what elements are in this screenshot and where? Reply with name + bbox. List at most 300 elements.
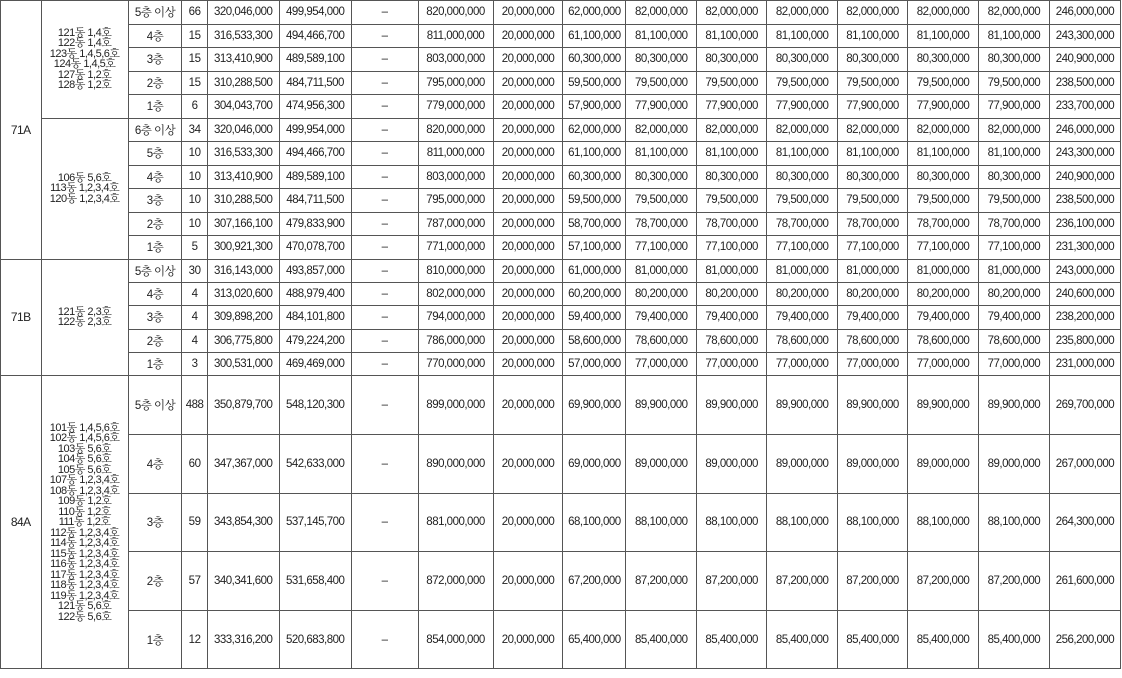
contract-balance-cell: 60,200,000 — [563, 282, 626, 305]
table-row — [1, 48, 1121, 72]
land-price-cell: 309,898,200 — [207, 306, 279, 329]
interim-payment-5-cell: 82,000,000 — [908, 1, 979, 25]
balance-cell: 246,000,000 — [1049, 118, 1120, 142]
interim-payment-6-cell: 87,200,000 — [978, 552, 1049, 611]
interim-payment-3-cell: 81,000,000 — [767, 259, 838, 282]
contract-balance-cell: 59,500,000 — [563, 189, 626, 213]
table-row — [1, 353, 1121, 376]
table-row — [1, 329, 1121, 352]
interim-payment-5-cell: 81,100,000 — [908, 24, 979, 48]
supply-price-cell: 811,000,000 — [418, 24, 493, 48]
interim-payment-6-cell: 82,000,000 — [978, 1, 1049, 25]
land-price-cell: 350,879,700 — [207, 376, 279, 435]
contract-deposit-cell: 20,000,000 — [493, 48, 563, 72]
contract-balance-cell: 67,200,000 — [563, 552, 626, 611]
contract-deposit-cell: 20,000,000 — [493, 493, 563, 552]
building-price-cell: 489,589,100 — [279, 165, 351, 189]
floor-cell: 4층 — [128, 165, 182, 189]
unit-count-cell: 10 — [182, 165, 207, 189]
table-row — [1, 71, 1121, 95]
unit-list-cell: 121동 1,4호 122동 1,4호 123동 1,4,5,6호 124동 1,4,5호 127동 1,2호 128동 1,2호 — [41, 1, 128, 119]
table-row — [1, 259, 1121, 282]
interim-payment-1-cell: 82,000,000 — [626, 1, 697, 25]
interim-payment-4-cell: 79,500,000 — [838, 71, 908, 95]
floor-cell: 5층 — [128, 142, 182, 166]
contract-balance-cell: 62,000,000 — [563, 1, 626, 25]
interim-payment-6-cell: 77,000,000 — [978, 353, 1049, 376]
interim-payment-2-cell: 80,300,000 — [697, 48, 767, 72]
supply-price-cell: 803,000,000 — [418, 48, 493, 72]
building-price-cell: 542,633,000 — [279, 435, 351, 494]
interim-payment-2-cell: 78,700,000 — [697, 212, 767, 236]
floor-cell: 4층 — [128, 24, 182, 48]
building-price-cell: 488,979,400 — [279, 282, 351, 305]
building-price-cell: 479,224,200 — [279, 329, 351, 352]
interim-payment-3-cell: 85,400,000 — [767, 610, 838, 669]
land-price-cell: 313,410,900 — [207, 48, 279, 72]
interim-payment-1-cell: 82,000,000 — [626, 118, 697, 142]
contract-balance-cell: 61,000,000 — [563, 259, 626, 282]
interim-payment-3-cell: 82,000,000 — [767, 118, 838, 142]
interim-payment-5-cell: 81,100,000 — [908, 142, 979, 166]
unit-count-cell: 10 — [182, 142, 207, 166]
interim-payment-3-cell: 79,400,000 — [767, 306, 838, 329]
interim-payment-4-cell: 82,000,000 — [838, 1, 908, 25]
interim-payment-1-cell: 79,500,000 — [626, 189, 697, 213]
interim-payment-3-cell: 88,100,000 — [767, 493, 838, 552]
land-price-cell: 313,020,600 — [207, 282, 279, 305]
extension-cell: – — [351, 212, 418, 236]
land-price-cell: 310,288,500 — [207, 71, 279, 95]
unit-list-cell: 121동 2,3호 122동 2,3호 — [41, 259, 128, 376]
building-price-cell: 479,833,900 — [279, 212, 351, 236]
interim-payment-1-cell: 81,100,000 — [626, 24, 697, 48]
land-price-cell: 333,316,200 — [207, 610, 279, 669]
interim-payment-1-cell: 78,700,000 — [626, 212, 697, 236]
unit-count-cell: 60 — [182, 435, 207, 494]
contract-balance-cell: 60,300,000 — [563, 48, 626, 72]
building-price-cell: 489,589,100 — [279, 48, 351, 72]
interim-payment-6-cell: 81,100,000 — [978, 142, 1049, 166]
supply-price-cell: 802,000,000 — [418, 282, 493, 305]
unit-count-cell: 15 — [182, 48, 207, 72]
interim-payment-3-cell: 87,200,000 — [767, 552, 838, 611]
interim-payment-6-cell: 82,000,000 — [978, 118, 1049, 142]
unit-count-cell: 12 — [182, 610, 207, 669]
interim-payment-6-cell: 88,100,000 — [978, 493, 1049, 552]
supply-price-cell: 810,000,000 — [418, 259, 493, 282]
interim-payment-2-cell: 77,900,000 — [697, 95, 767, 119]
balance-cell: 235,800,000 — [1049, 329, 1120, 352]
interim-payment-2-cell: 79,400,000 — [697, 306, 767, 329]
extension-cell: – — [351, 282, 418, 305]
interim-payment-4-cell: 82,000,000 — [838, 118, 908, 142]
interim-payment-1-cell: 77,100,000 — [626, 236, 697, 260]
interim-payment-1-cell: 77,000,000 — [626, 353, 697, 376]
balance-cell: 246,000,000 — [1049, 1, 1120, 25]
interim-payment-4-cell: 78,600,000 — [838, 329, 908, 352]
interim-payment-1-cell: 88,100,000 — [626, 493, 697, 552]
interim-payment-5-cell: 79,400,000 — [908, 306, 979, 329]
interim-payment-2-cell: 89,900,000 — [697, 376, 767, 435]
interim-payment-3-cell: 81,100,000 — [767, 24, 838, 48]
floor-cell: 1층 — [128, 236, 182, 260]
supply-price-cell: 795,000,000 — [418, 71, 493, 95]
unit-count-cell: 57 — [182, 552, 207, 611]
balance-cell: 233,700,000 — [1049, 95, 1120, 119]
floor-cell: 4층 — [128, 282, 182, 305]
contract-balance-cell: 59,500,000 — [563, 71, 626, 95]
balance-cell: 269,700,000 — [1049, 376, 1120, 435]
supply-price-cell: 795,000,000 — [418, 189, 493, 213]
building-price-cell: 499,954,000 — [279, 118, 351, 142]
unit-list-cell: 101동 1,4,5,6호 102동 1,4,5,6호 103동 5,6호 104동 5,6호 105동 5,6호 107동 1,2,3,4호 108동 1,2,3,4호 109동 1,2호 110동 1,2호 111동 1,2호 112동 1,2,3,4호 114동 1,2,3,4호 115동 1,2,3,4호 116동 1,2,3,4호 117동 1,2,3,4호 118동 1,2,3,4호 119동 1,2,3,4호 121동 5,6호 122동 5,6호 — [41, 376, 128, 669]
land-price-cell: 316,143,000 — [207, 259, 279, 282]
contract-deposit-cell: 20,000,000 — [493, 353, 563, 376]
floor-cell: 2층 — [128, 71, 182, 95]
supply-price-cell: 899,000,000 — [418, 376, 493, 435]
unit-count-cell: 30 — [182, 259, 207, 282]
contract-deposit-cell: 20,000,000 — [493, 24, 563, 48]
extension-cell: – — [351, 376, 418, 435]
contract-deposit-cell: 20,000,000 — [493, 552, 563, 611]
unit-list-cell: 106동 5,6호 113동 1,2,3,4호 120동 1,2,3,4호 — [41, 118, 128, 259]
interim-payment-4-cell: 77,000,000 — [838, 353, 908, 376]
housing-type-cell: 84A — [1, 376, 42, 669]
interim-payment-6-cell: 85,400,000 — [978, 610, 1049, 669]
floor-cell: 5층 이상 — [128, 1, 182, 25]
supply-price-cell: 771,000,000 — [418, 236, 493, 260]
floor-cell: 6층 이상 — [128, 118, 182, 142]
balance-cell: 243,000,000 — [1049, 259, 1120, 282]
interim-payment-5-cell: 77,100,000 — [908, 236, 979, 260]
extension-cell: – — [351, 236, 418, 260]
unit-count-cell: 34 — [182, 118, 207, 142]
contract-deposit-cell: 20,000,000 — [493, 165, 563, 189]
supply-price-cell: 881,000,000 — [418, 493, 493, 552]
interim-payment-5-cell: 87,200,000 — [908, 552, 979, 611]
contract-deposit-cell: 20,000,000 — [493, 259, 563, 282]
unit-count-cell: 4 — [182, 329, 207, 352]
extension-cell: – — [351, 353, 418, 376]
interim-payment-3-cell: 80,300,000 — [767, 165, 838, 189]
supply-price-cell: 872,000,000 — [418, 552, 493, 611]
contract-balance-cell: 69,900,000 — [563, 376, 626, 435]
interim-payment-2-cell: 88,100,000 — [697, 493, 767, 552]
interim-payment-1-cell: 89,900,000 — [626, 376, 697, 435]
extension-cell: – — [351, 48, 418, 72]
table-row — [1, 282, 1121, 305]
interim-payment-4-cell: 81,100,000 — [838, 142, 908, 166]
balance-cell: 236,100,000 — [1049, 212, 1120, 236]
supply-price-cell: 890,000,000 — [418, 435, 493, 494]
table-row — [1, 306, 1121, 329]
contract-balance-cell: 68,100,000 — [563, 493, 626, 552]
supply-price-cell: 820,000,000 — [418, 1, 493, 25]
land-price-cell: 306,775,800 — [207, 329, 279, 352]
supply-price-cell: 770,000,000 — [418, 353, 493, 376]
supply-price-cell: 811,000,000 — [418, 142, 493, 166]
contract-deposit-cell: 20,000,000 — [493, 376, 563, 435]
interim-payment-3-cell: 78,700,000 — [767, 212, 838, 236]
interim-payment-2-cell: 81,000,000 — [697, 259, 767, 282]
extension-cell: – — [351, 552, 418, 611]
contract-balance-cell: 60,300,000 — [563, 165, 626, 189]
interim-payment-3-cell: 79,500,000 — [767, 71, 838, 95]
interim-payment-5-cell: 85,400,000 — [908, 610, 979, 669]
extension-cell: – — [351, 329, 418, 352]
building-price-cell: 494,466,700 — [279, 142, 351, 166]
interim-payment-5-cell: 89,900,000 — [908, 376, 979, 435]
unit-count-cell: 3 — [182, 353, 207, 376]
interim-payment-5-cell: 88,100,000 — [908, 493, 979, 552]
interim-payment-2-cell: 78,600,000 — [697, 329, 767, 352]
contract-deposit-cell: 20,000,000 — [493, 142, 563, 166]
interim-payment-5-cell: 89,000,000 — [908, 435, 979, 494]
interim-payment-3-cell: 82,000,000 — [767, 1, 838, 25]
extension-cell: – — [351, 71, 418, 95]
interim-payment-2-cell: 77,100,000 — [697, 236, 767, 260]
balance-cell: 238,500,000 — [1049, 189, 1120, 213]
interim-payment-6-cell: 78,600,000 — [978, 329, 1049, 352]
supply-price-cell: 779,000,000 — [418, 95, 493, 119]
interim-payment-4-cell: 81,000,000 — [838, 259, 908, 282]
interim-payment-2-cell: 79,500,000 — [697, 71, 767, 95]
building-price-cell: 494,466,700 — [279, 24, 351, 48]
land-price-cell: 316,533,300 — [207, 24, 279, 48]
interim-payment-1-cell: 79,500,000 — [626, 71, 697, 95]
contract-deposit-cell: 20,000,000 — [493, 435, 563, 494]
extension-cell: – — [351, 95, 418, 119]
interim-payment-6-cell: 77,900,000 — [978, 95, 1049, 119]
table-row — [1, 610, 1121, 669]
interim-payment-6-cell: 77,100,000 — [978, 236, 1049, 260]
contract-deposit-cell: 20,000,000 — [493, 282, 563, 305]
interim-payment-3-cell: 80,300,000 — [767, 48, 838, 72]
floor-cell: 2층 — [128, 329, 182, 352]
contract-deposit-cell: 20,000,000 — [493, 95, 563, 119]
contract-balance-cell: 62,000,000 — [563, 118, 626, 142]
balance-cell: 240,900,000 — [1049, 48, 1120, 72]
interim-payment-2-cell: 87,200,000 — [697, 552, 767, 611]
balance-cell: 264,300,000 — [1049, 493, 1120, 552]
interim-payment-1-cell: 77,900,000 — [626, 95, 697, 119]
unit-count-cell: 5 — [182, 236, 207, 260]
interim-payment-4-cell: 79,500,000 — [838, 189, 908, 213]
extension-cell: – — [351, 118, 418, 142]
land-price-cell: 347,367,000 — [207, 435, 279, 494]
interim-payment-6-cell: 81,100,000 — [978, 24, 1049, 48]
interim-payment-4-cell: 77,100,000 — [838, 236, 908, 260]
land-price-cell: 300,921,300 — [207, 236, 279, 260]
floor-cell: 1층 — [128, 95, 182, 119]
floor-cell: 3층 — [128, 189, 182, 213]
unit-count-cell: 59 — [182, 493, 207, 552]
contract-balance-cell: 57,000,000 — [563, 353, 626, 376]
table-row — [1, 1, 1121, 25]
contract-deposit-cell: 20,000,000 — [493, 610, 563, 669]
floor-cell: 3층 — [128, 493, 182, 552]
interim-payment-1-cell: 79,400,000 — [626, 306, 697, 329]
interim-payment-5-cell: 78,700,000 — [908, 212, 979, 236]
interim-payment-1-cell: 81,000,000 — [626, 259, 697, 282]
interim-payment-6-cell: 79,400,000 — [978, 306, 1049, 329]
extension-cell: – — [351, 259, 418, 282]
contract-balance-cell: 57,100,000 — [563, 236, 626, 260]
contract-deposit-cell: 20,000,000 — [493, 212, 563, 236]
contract-balance-cell: 61,100,000 — [563, 142, 626, 166]
land-price-cell: 320,046,000 — [207, 1, 279, 25]
extension-cell: – — [351, 610, 418, 669]
contract-balance-cell: 69,000,000 — [563, 435, 626, 494]
contract-balance-cell: 58,700,000 — [563, 212, 626, 236]
interim-payment-4-cell: 80,300,000 — [838, 48, 908, 72]
interim-payment-1-cell: 80,200,000 — [626, 282, 697, 305]
table-row — [1, 493, 1121, 552]
interim-payment-3-cell: 77,900,000 — [767, 95, 838, 119]
contract-deposit-cell: 20,000,000 — [493, 118, 563, 142]
floor-cell: 1층 — [128, 610, 182, 669]
contract-balance-cell: 61,100,000 — [563, 24, 626, 48]
interim-payment-4-cell: 85,400,000 — [838, 610, 908, 669]
building-price-cell: 484,711,500 — [279, 189, 351, 213]
interim-payment-4-cell: 80,300,000 — [838, 165, 908, 189]
building-price-cell: 548,120,300 — [279, 376, 351, 435]
balance-cell: 261,600,000 — [1049, 552, 1120, 611]
supply-price-cell: 803,000,000 — [418, 165, 493, 189]
floor-cell: 2층 — [128, 212, 182, 236]
balance-cell: 231,000,000 — [1049, 353, 1120, 376]
interim-payment-1-cell: 80,300,000 — [626, 48, 697, 72]
balance-cell: 243,300,000 — [1049, 142, 1120, 166]
balance-cell: 243,300,000 — [1049, 24, 1120, 48]
land-price-cell: 307,166,100 — [207, 212, 279, 236]
interim-payment-1-cell: 78,600,000 — [626, 329, 697, 352]
interim-payment-5-cell: 80,300,000 — [908, 48, 979, 72]
extension-cell: – — [351, 189, 418, 213]
unit-count-cell: 66 — [182, 1, 207, 25]
contract-deposit-cell: 20,000,000 — [493, 329, 563, 352]
land-price-cell: 316,533,300 — [207, 142, 279, 166]
building-price-cell: 520,683,800 — [279, 610, 351, 669]
interim-payment-1-cell: 85,400,000 — [626, 610, 697, 669]
interim-payment-1-cell: 87,200,000 — [626, 552, 697, 611]
table-row — [1, 236, 1121, 260]
table-row — [1, 95, 1121, 119]
interim-payment-2-cell: 85,400,000 — [697, 610, 767, 669]
interim-payment-6-cell: 79,500,000 — [978, 71, 1049, 95]
table-row — [1, 118, 1121, 142]
housing-type-cell: 71B — [1, 259, 42, 376]
interim-payment-1-cell: 89,000,000 — [626, 435, 697, 494]
interim-payment-5-cell: 81,000,000 — [908, 259, 979, 282]
extension-cell: – — [351, 493, 418, 552]
interim-payment-4-cell: 79,400,000 — [838, 306, 908, 329]
interim-payment-6-cell: 80,200,000 — [978, 282, 1049, 305]
floor-cell: 5층 이상 — [128, 376, 182, 435]
interim-payment-2-cell: 82,000,000 — [697, 118, 767, 142]
contract-balance-cell: 57,900,000 — [563, 95, 626, 119]
building-price-cell: 537,145,700 — [279, 493, 351, 552]
land-price-cell: 313,410,900 — [207, 165, 279, 189]
interim-payment-5-cell: 77,900,000 — [908, 95, 979, 119]
unit-count-cell: 4 — [182, 282, 207, 305]
land-price-cell: 310,288,500 — [207, 189, 279, 213]
floor-cell: 2층 — [128, 552, 182, 611]
supply-price-cell: 794,000,000 — [418, 306, 493, 329]
interim-payment-2-cell: 77,000,000 — [697, 353, 767, 376]
balance-cell: 267,000,000 — [1049, 435, 1120, 494]
contract-deposit-cell: 20,000,000 — [493, 236, 563, 260]
land-price-cell: 343,854,300 — [207, 493, 279, 552]
extension-cell: – — [351, 435, 418, 494]
interim-payment-3-cell: 79,500,000 — [767, 189, 838, 213]
extension-cell: – — [351, 165, 418, 189]
interim-payment-5-cell: 82,000,000 — [908, 118, 979, 142]
supply-price-cell: 786,000,000 — [418, 329, 493, 352]
unit-count-cell: 488 — [182, 376, 207, 435]
interim-payment-4-cell: 78,700,000 — [838, 212, 908, 236]
interim-payment-5-cell: 79,500,000 — [908, 189, 979, 213]
building-price-cell: 484,101,800 — [279, 306, 351, 329]
contract-balance-cell: 58,600,000 — [563, 329, 626, 352]
table-row — [1, 24, 1121, 48]
balance-cell: 256,200,000 — [1049, 610, 1120, 669]
building-price-cell: 493,857,000 — [279, 259, 351, 282]
interim-payment-4-cell: 77,900,000 — [838, 95, 908, 119]
unit-count-cell: 15 — [182, 24, 207, 48]
interim-payment-6-cell: 89,900,000 — [978, 376, 1049, 435]
unit-count-cell: 10 — [182, 212, 207, 236]
floor-cell: 5층 이상 — [128, 259, 182, 282]
contract-balance-cell: 59,400,000 — [563, 306, 626, 329]
interim-payment-4-cell: 89,900,000 — [838, 376, 908, 435]
interim-payment-3-cell: 77,100,000 — [767, 236, 838, 260]
interim-payment-3-cell: 80,200,000 — [767, 282, 838, 305]
balance-cell: 238,500,000 — [1049, 71, 1120, 95]
floor-cell: 3층 — [128, 48, 182, 72]
interim-payment-6-cell: 80,300,000 — [978, 165, 1049, 189]
balance-cell: 231,300,000 — [1049, 236, 1120, 260]
extension-cell: – — [351, 1, 418, 25]
interim-payment-3-cell: 81,100,000 — [767, 142, 838, 166]
interim-payment-5-cell: 77,000,000 — [908, 353, 979, 376]
interim-payment-1-cell: 80,300,000 — [626, 165, 697, 189]
balance-cell: 238,200,000 — [1049, 306, 1120, 329]
interim-payment-6-cell: 79,500,000 — [978, 189, 1049, 213]
table-row — [1, 552, 1121, 611]
interim-payment-2-cell: 82,000,000 — [697, 1, 767, 25]
interim-payment-5-cell: 80,200,000 — [908, 282, 979, 305]
unit-count-cell: 6 — [182, 95, 207, 119]
contract-deposit-cell: 20,000,000 — [493, 306, 563, 329]
housing-type-cell: 71A — [1, 1, 42, 260]
interim-payment-2-cell: 80,300,000 — [697, 165, 767, 189]
floor-cell: 4층 — [128, 435, 182, 494]
unit-count-cell: 4 — [182, 306, 207, 329]
balance-cell: 240,600,000 — [1049, 282, 1120, 305]
building-price-cell: 531,658,400 — [279, 552, 351, 611]
table-row — [1, 189, 1121, 213]
table-row — [1, 376, 1121, 435]
land-price-cell: 304,043,700 — [207, 95, 279, 119]
building-price-cell: 469,469,000 — [279, 353, 351, 376]
interim-payment-3-cell: 89,900,000 — [767, 376, 838, 435]
land-price-cell: 300,531,000 — [207, 353, 279, 376]
interim-payment-5-cell: 80,300,000 — [908, 165, 979, 189]
building-price-cell: 470,078,700 — [279, 236, 351, 260]
interim-payment-2-cell: 89,000,000 — [697, 435, 767, 494]
